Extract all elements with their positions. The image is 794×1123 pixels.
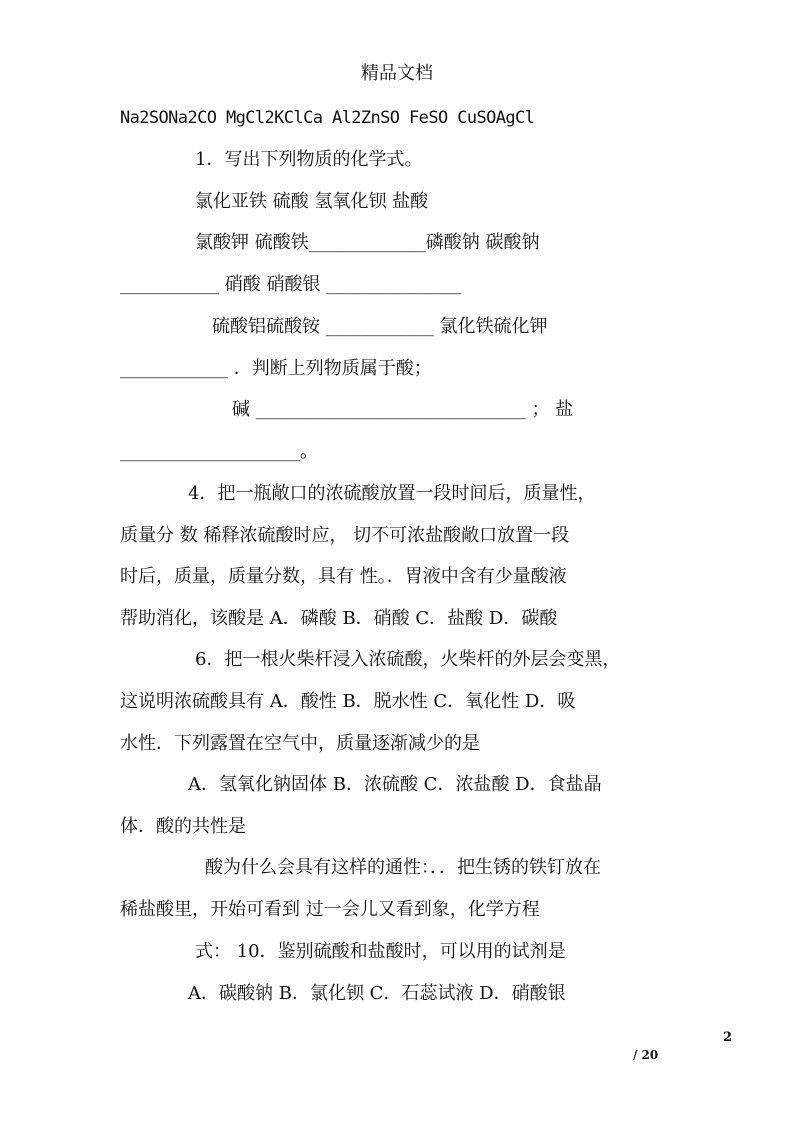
text-line: 水性．下列露置在空气中，质量逐渐减少的是	[120, 733, 480, 754]
page-number: 2	[722, 1030, 732, 1045]
text-line: ____________ ．判断上列物质属于酸；	[120, 358, 432, 379]
text-line: 这说明浓硫酸具有 A．酸性 B．脱水性 C．氧化性 D．吸	[120, 691, 576, 712]
text-line: ___________ 硝酸 硝酸银 _______________	[120, 274, 462, 295]
page-total: / 20	[633, 1048, 659, 1062]
text-line: A．碳酸钠 B．氯化钡 C．石蕊试液 D．硝酸银	[188, 983, 566, 1004]
formula-list: Na2SONa2CO MgCl2KClCa Al2ZnSO FeSO CuSOAgCl	[120, 108, 535, 128]
text-line: A．氢氧化钠固体 B．浓硫酸 C．浓盐酸 D．食盐晶	[188, 774, 602, 795]
text-line: 稀盐酸里，开始可看到 过一会儿又看到象，化学方程	[120, 899, 540, 920]
text-line: 帮助消化，该酸是 A．磷酸 B．硝酸 C．盐酸 D．碳酸	[120, 608, 558, 629]
question-1: 1．写出下列物质的化学式。	[195, 149, 423, 170]
text-line: 时后，质量，质量分数，具有 性。．胃液中含有少量酸液	[120, 566, 567, 587]
text-line: 质量分 数 稀释浓硫酸时应， 切不可浓盐酸敞口放置一段	[120, 525, 570, 546]
text-line: 氯酸钾 硫酸铁_____________磷酸钠 碳酸钠	[195, 232, 540, 253]
text-line: 酸为什么会具有这样的通性：．．把生锈的铁钉放在	[205, 857, 601, 878]
text-line: ____________________。	[120, 441, 318, 462]
text-line: 氯化亚铁 硫酸 氢氧化钡 盐酸	[195, 191, 429, 212]
text-line: 硫酸铝硫酸铵 ____________ 氯化铁硫化钾	[212, 316, 548, 337]
question-10: 式： 10．鉴别硫酸和盐酸时，可以用的试剂是	[195, 941, 566, 962]
question-6: 6．把一根火柴杆浸入浓硫酸，火柴杆的外层会变黑，	[195, 649, 621, 670]
text-line: 体．酸的共性是	[120, 816, 246, 837]
page-title: 精品文档	[361, 63, 433, 84]
question-4: 4．把一瓶敞口的浓硫酸放置一段时间后，质量性，	[188, 483, 596, 504]
text-line: 碱 ______________________________ ； 盐	[232, 399, 574, 420]
